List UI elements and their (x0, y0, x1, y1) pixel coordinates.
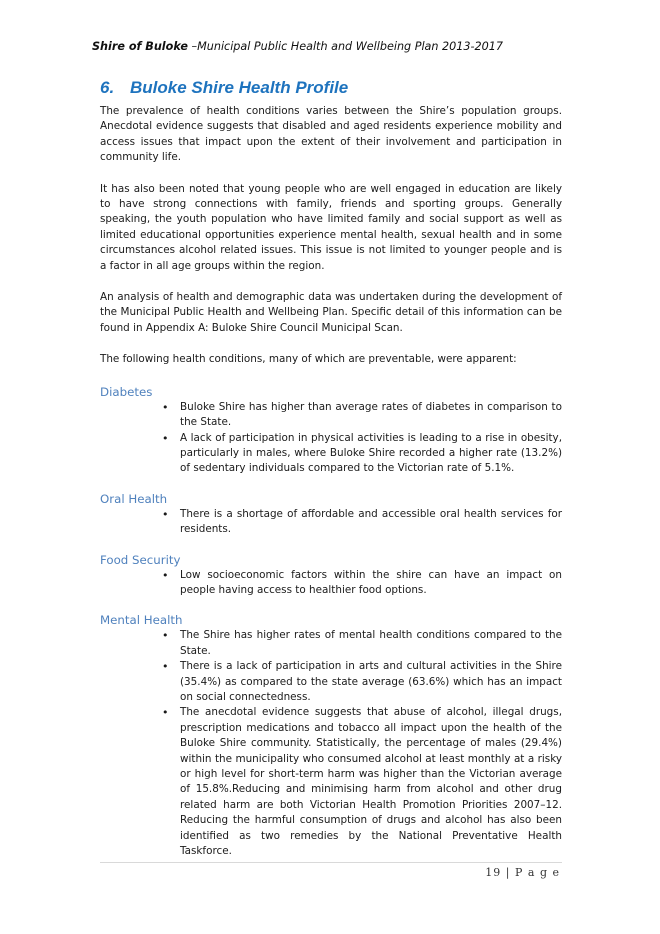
list-item: • Low socioeconomic factors within the shire can have an impact on people having access to healthier food options. (180, 568, 562, 599)
list-item: • The Shire has higher rates of mental health conditions compared to the State. (180, 628, 562, 659)
heading-diabetes: Diabetes (100, 384, 153, 399)
paragraph-prevalence: The prevalence of health conditions varies between the Shire’s population groups. Anecdotal evidence suggests that disabled and aged residents experience mobility and access issues that impact upon the extent of their involvement and participation in community life. (100, 105, 562, 164)
list-oral-health (100, 507, 562, 538)
footer-divider (100, 862, 562, 863)
list-food-security (100, 568, 562, 599)
list-item: • The anecdotal evidence suggests that abuse of alcohol, illegal drugs, prescription medications and tobacco all impact upon the health of the Buloke Shire community. Statistically, the percentage of males (29.4%) within the municipality who consumed alcohol at least monthly at a risky or high level for short-term harm was higher than the Victorian average of 15.8%.Reducing and minimising harm from alcohol and other drug related harm are both Victorian Health Promotion Priorities 2007–12. Reducing the harmful consumption of drugs and alcohol has also been identified as two remedies by the National Preventative Health Taskforce. (180, 705, 562, 859)
running-header (92, 40, 572, 53)
heading-oral-health: Oral Health (100, 491, 168, 506)
section-title: Buloke Shire Health Profile (130, 78, 349, 97)
section-heading (100, 78, 348, 98)
header-plan: Municipal Public Health and Wellbeing Plan 2013-2017 (197, 40, 504, 53)
body-content (100, 104, 562, 873)
header-shire: Shire of Buloke (92, 40, 188, 53)
paragraph-analysis: An analysis of health and demographic data was undertaken during the development of the Municipal Public Health and Wellbeing Plan. Specific detail of this information can be found in Appendix A: Buloke Shire Council Municipal Scan. (100, 291, 562, 334)
list-item: • There is a lack of participation in arts and cultural activities in the Shire (35.4%) as compared to the state average (63.6%) which has an impact on social connectedness. (180, 659, 562, 705)
heading-food-security: Food Security (100, 552, 181, 567)
heading-mental-health: Mental Health (100, 613, 183, 628)
page-number: 19 | P a g e (485, 866, 560, 879)
header-dash: – (187, 40, 198, 53)
paragraph-young-people: It has also been noted that young people who are well engaged in education are likely to have strong connections with family, friends and sporting groups. Generally speaking, the youth population who have limited family and social support as well as limited educational opportunities experience mental health, sexual health and in some circumstances alcohol related issues. This issue is not limited to younger people and is a factor in all age groups within the region. (100, 182, 562, 272)
list-diabetes (100, 400, 562, 477)
section-number: 6. (100, 78, 115, 97)
paragraph-conditions-intro: The following health conditions, many of which are preventable, were apparent: (100, 353, 517, 366)
list-mental-health (100, 628, 562, 859)
list-item: • There is a shortage of affordable and accessible oral health services for residents. (180, 507, 562, 538)
list-item: • Buloke Shire has higher than average rates of diabetes in comparison to the State. (180, 400, 562, 431)
list-item: • A lack of participation in physical activities is leading to a rise in obesity, particularly in males, where Buloke Shire recorded a higher rate (13.2%) of sedentary individuals compared to the Victorian rate of 5.1%. (180, 431, 562, 477)
